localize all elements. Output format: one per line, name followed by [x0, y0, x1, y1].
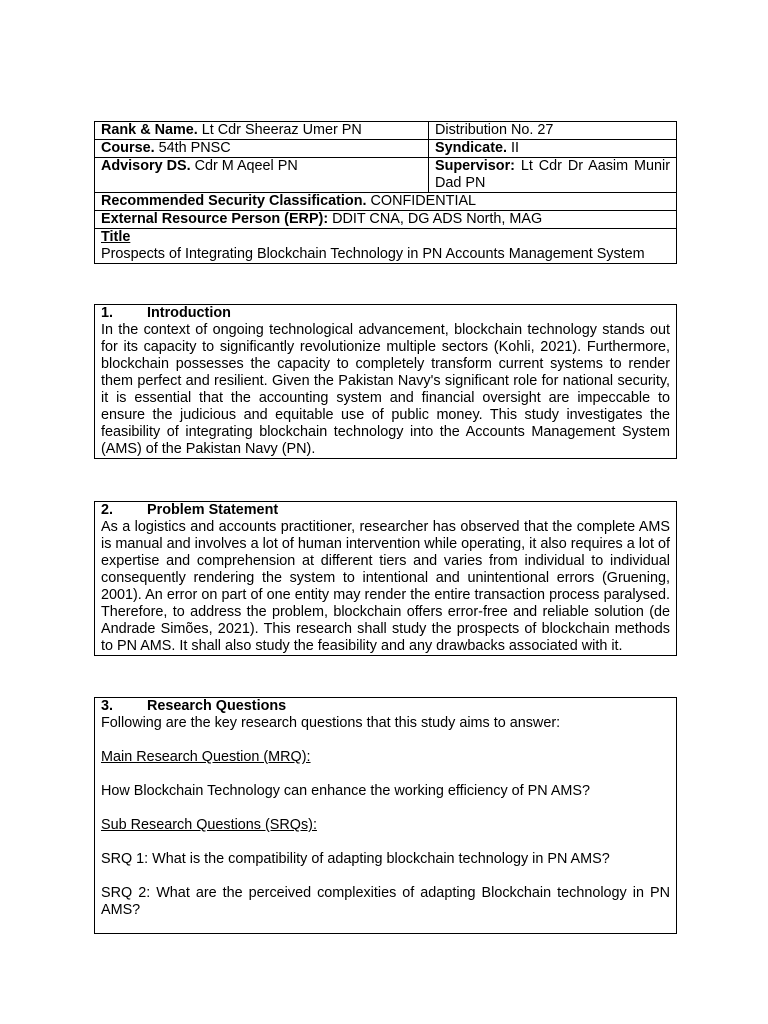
- introduction-section: [94, 304, 677, 459]
- problem-section: [94, 501, 677, 656]
- introduction-number: 1.: [101, 305, 114, 321]
- rank-name-cell: [95, 122, 429, 140]
- supervisor-cell: [429, 158, 677, 193]
- questions-intro: Following are the key research questions that this study aims to answer:: [101, 715, 561, 731]
- rank-name-label: Rank & Name.: [101, 122, 198, 138]
- title-value: Prospects of Integrating Blockchain Technology in PN Accounts Management System: [101, 246, 645, 262]
- title-label: Title: [101, 229, 131, 245]
- questions-title: Research Questions: [147, 698, 287, 714]
- introduction-body: In the context of ongoing technological advancement, blockchain technology stands out for its capacity to significantly revolutionize multiple sectors (Kohli, 2021). Furthermore, blockchain possesses the capacity to completely transform current systems to render them perfect and resilient. Given the Pakistan Navy's significant role for national security, it is essential that the accounting system and financial oversight are impeccable to ensure the judicious and equitable use of public money. This study investigates the feasibility of integrating blockchain technology into the Accounts Management System (AMS) of the Pakistan Navy (PN).: [101, 322, 670, 457]
- advisory-value: Cdr M Aqeel PN: [190, 158, 298, 174]
- introduction-title: Introduction: [147, 305, 231, 321]
- research-questions-section: [94, 697, 677, 934]
- header-row-6: [95, 229, 677, 264]
- rank-name-value: Lt Cdr Sheeraz Umer PN: [197, 122, 362, 138]
- problem-body: As a logistics and accounts practitioner, researcher has observed that the complete AMS is manual and involves a lot of human intervention while operating, it also requires a lot of expertise and comprehension at different tiers and varies from individual to individual consequently rendering the system to intentional and unintentional errors (Gruening, 2001). An error on part of one entity may render the entire transaction process paralysed. Therefore, to address the problem, blockchain offers error-free and reliable solution (de Andrade Simões, 2021). This research shall study the prospects of blockchain methods to PN AMS. It shall also study the feasibility and any drawbacks associated with it.: [101, 519, 670, 654]
- header-row-5: [95, 211, 677, 229]
- header-row-2: [95, 140, 677, 158]
- security-label: Recommended Security Classification.: [101, 193, 367, 209]
- syndicate-cell: [429, 140, 677, 158]
- mrq-label: Main Research Question (MRQ):: [101, 749, 311, 765]
- course-value: 54th PNSC: [154, 140, 231, 156]
- distribution-cell: [429, 122, 677, 140]
- course-label: Course.: [101, 140, 155, 156]
- advisory-label: Advisory DS.: [101, 158, 191, 174]
- srq-label: Sub Research Questions (SRQs):: [101, 817, 317, 833]
- erp-cell: [95, 211, 677, 229]
- advisory-cell: [95, 158, 429, 193]
- supervisor-label: Supervisor:: [435, 158, 515, 174]
- erp-label: External Resource Person (ERP):: [101, 211, 329, 227]
- syndicate-label: Syndicate.: [435, 140, 507, 156]
- header-row-4: [95, 193, 677, 211]
- security-value: CONFIDENTIAL: [366, 193, 477, 209]
- title-cell: [95, 229, 677, 264]
- distribution-value: Distribution No. 27: [435, 122, 554, 138]
- problem-title: Problem Statement: [147, 502, 279, 518]
- header-row-3: [95, 158, 677, 193]
- srq2-text: SRQ 2: What are the perceived complexities of adapting Blockchain technology in PN AMS?: [101, 885, 670, 918]
- srq1-text: SRQ 1: What is the compatibility of adapting blockchain technology in PN AMS?: [101, 851, 610, 867]
- problem-heading: [101, 502, 670, 519]
- course-cell: [95, 140, 429, 158]
- introduction-heading: [101, 305, 670, 322]
- supervisor-value: Lt Cdr Dr Aasim Munir Dad PN: [435, 158, 670, 191]
- mrq-text: How Blockchain Technology can enhance the working efficiency of PN AMS?: [101, 783, 591, 799]
- syndicate-value: II: [506, 140, 519, 156]
- problem-number: 2.: [101, 502, 114, 518]
- questions-heading: [101, 698, 670, 715]
- erp-value: DDIT CNA, DG ADS North, MAG: [328, 211, 543, 227]
- header-table: [94, 121, 677, 264]
- header-row-1: [95, 122, 677, 140]
- questions-number: 3.: [101, 698, 114, 714]
- security-cell: [95, 193, 677, 211]
